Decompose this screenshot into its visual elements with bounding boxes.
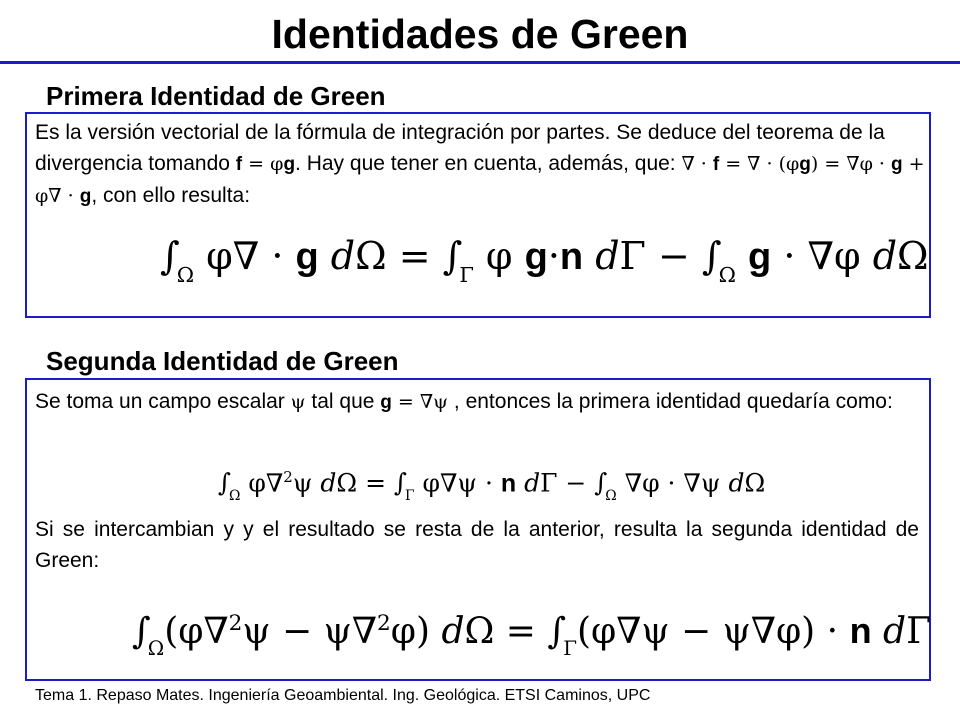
first-green-identity-equation: $\int_\Omega$ φ∇ · g $d\Omega = \int_\Gamma$ φ g·n $d\Gamma - \int_\Omega$ g · ∇φ dΩ <box>160 234 929 287</box>
section2-text-a: Se toma un campo escalar <box>35 390 291 413</box>
section2-paragraph-1 <box>35 386 919 418</box>
section2-paragraph-2: Si se intercambian y y el resultado se resta de la anterior, resulta la segunda identidad de Green: <box>35 518 919 572</box>
page-title: Identidades de Green <box>271 11 689 57</box>
section1-inline-f: f = φg <box>235 153 296 175</box>
section2-text-c: , entonces la primera identidad quedaría como: <box>448 390 893 413</box>
title-divider <box>0 61 960 64</box>
section1-text-b: . Hay que tener en cuenta, además, que: <box>295 152 682 175</box>
first-identity-with-psi-equation: $\int_\Omega$ φ∇$^2$ψ $d\Omega = \int_\Gamma$ φ∇ψ · n $d\Gamma - \int_\Omega$ ∇φ · ∇ψ dΩ <box>218 468 766 504</box>
section2-heading: Segunda Identidad de Green <box>40 346 510 376</box>
footer-caption: Tema 1. Repaso Mates. Ingeniería Geoambiental. Ing. Geológica. ETSI Caminos, UPC <box>35 687 651 704</box>
second-green-identity-equation: $\int_\Omega(\varphi\nabla^2\psi - \psi\nabla^2\varphi) d\Omega = \int_\Gamma(\varphi\nabla\psi - \psi\nabla\varphi) \cdot n$ dΓ <box>132 610 932 660</box>
section1-heading: Primera Identidad de Green <box>40 81 492 111</box>
section2-inline-psi: ψ <box>290 391 306 413</box>
section1-paragraph <box>35 117 925 212</box>
section2-text-b: tal que <box>305 390 381 413</box>
section1-inline-divergence: ∇ · f = ∇ · (φg) = ∇φ · g + φ∇ · g <box>35 153 925 207</box>
section1-text-c: , con ello resulta: <box>91 184 251 207</box>
section1-text-a: Es la versión vectorial de la fórmula de integración por partes. Se deduce del teorema de la divergencia tomando <box>35 121 885 175</box>
section2-inline-g: g = ∇ψ <box>380 391 449 413</box>
